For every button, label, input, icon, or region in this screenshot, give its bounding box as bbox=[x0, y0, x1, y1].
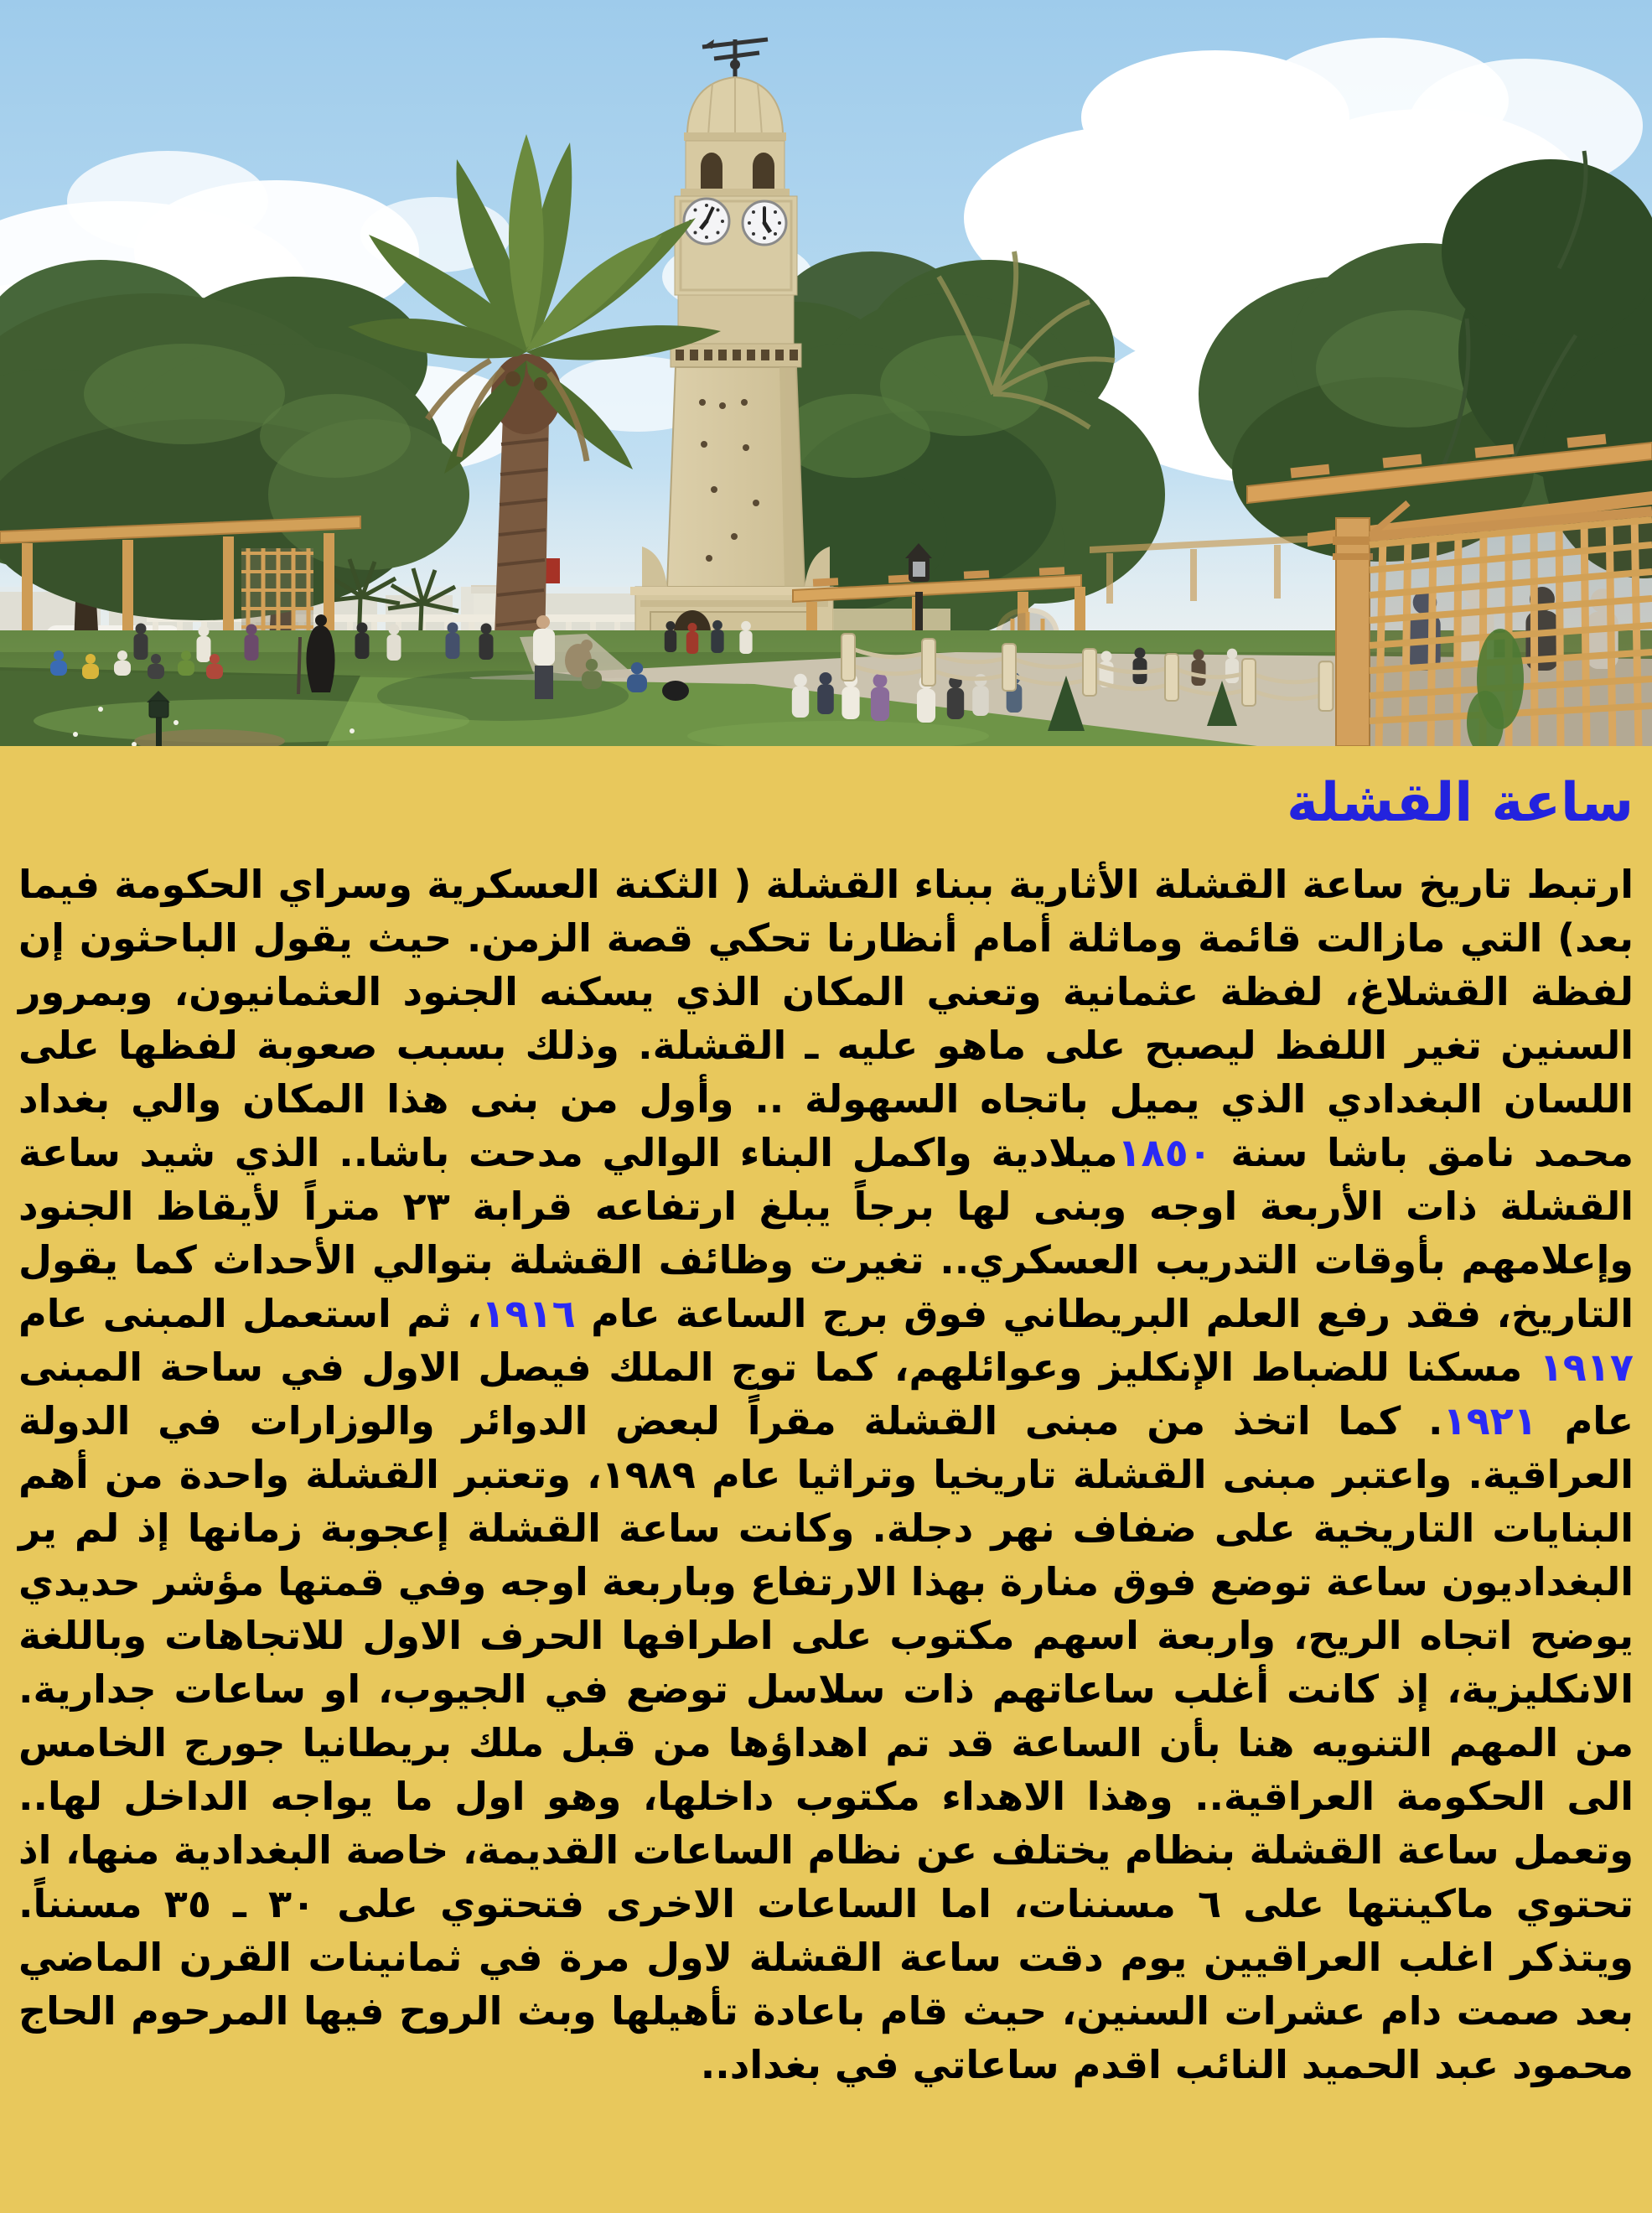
article-body bbox=[18, 858, 1634, 2091]
year-highlight: ١٩١٧ bbox=[1539, 1344, 1634, 1390]
park-photo-scene bbox=[0, 0, 1652, 746]
clock-face-right-icon bbox=[743, 201, 786, 245]
park-photo bbox=[0, 0, 1652, 746]
body-text-run: ميلادية واكمل البناء الوالي مدحت باشا.. الذي شيد ساعة القشلة ذات الأربعة اوجه وبنى لها برجاً يبلغ ارتفاعه قرابة ٢٣ متراً لأيقاظ الجنود وإعلامهم بأوقات التدريب العسكري.. تغيرت وظائف القشلة بتوالي الأحداث كما يقول التاريخ، فقد رفع العلم البريطاني فوق برج الساعة عام bbox=[18, 1129, 1634, 1336]
year-highlight: ١٩١٦ bbox=[481, 1290, 576, 1336]
body-text-run: ، ثم استعمل المبنى عام bbox=[18, 1290, 482, 1336]
body-text-run: . كما اتخذ من مبنى القشلة مقراً لبعض الدوائر والوزارات في الدولة العراقية. واعتبر مبنى القشلة تاريخيا وتراثيا عام ١٩٨٩، وتعتبر القشلة واحدة من أهم البنايات التاريخية على ضفاف نهر دجلة. وكانت ساعة القشلة إعجوبة زمانها إذ لم ير البغداديون ساعة توضع فوق منارة بهذا الارتفاع وباربعة اوجه وفي قمتها مؤشر حديدي يوضح اتجاه الريح، واربعة اسهم مكتوب على اطرافها الحرف الاول للاتجاهات وباللغة الانكليزية، إذ كانت أغلب ساعاتهم ذات سلاسل توضع في الجيوب، او ساعات جدارية. من المهم التنويه هنا بأن الساعة قد تم اهداؤها من قبل ملك بريطانيا جورج الخامس الى الحكومة العراقية.. وهذا الاهداء مكتوب داخلها، وهو اول ما يواجه الداخل لها.. وتعمل ساعة القشلة بنظام يختلف عن نظام الساعات القديمة، خاصة البغدادية منها، اذ تحتوي ماكينتها على ٦ مسننات، اما الساعات الاخرى فتحتوي على ٣٠ ـ ٣٥ مسنناً. ويتذكر اغلب العراقيين يوم دقت ساعة القشلة لاول مرة في ثمانينات القرن الماضي بعد صمت دام عشرات السنين، حيث قام باعادة تأهيلها وبث الروح فيها المرحوم الحاج محمود عبد الحميد النائب اقدم ساعاتي في بغداد.. bbox=[18, 1397, 1634, 2087]
lattice-fence bbox=[1370, 511, 1652, 746]
body-text-run: مسكنا للضباط الإنكليز وعوائلهم، كما توج الملك فيصل الاول في ساحة المبنى عام bbox=[18, 1344, 1634, 1443]
year-highlight: ١٨٥٠ bbox=[1117, 1129, 1212, 1175]
article bbox=[0, 746, 1652, 2213]
body-text-run: ارتبط تاريخ ساعة القشلة الأثارية ببناء القشلة ( الثكنة العسكرية وسراي الحكومة فيما بعد) التي مازالت قائمة وماثلة أمام أنظارنا تحكي قصة الزمن. حيث يقول الباحثون إن لفظة القشلاغ، لفظة عثمانية وتعني المكان الذي يسكنه الجنود العثمانيون، وبمرور السنين تغير اللفظ ليصبح على ماهو عليه ـ القشلة. وذلك بسبب صعوبة لفظها على اللسان البغدادي الذي يميل باتجاه السهولة .. وأول من بنى هذا المكان والي بغداد محمد نامق باشا سنة bbox=[18, 861, 1634, 1175]
year-highlight: ١٩٢١ bbox=[1442, 1397, 1537, 1443]
article-title: ساعة القشلة bbox=[1287, 772, 1634, 834]
